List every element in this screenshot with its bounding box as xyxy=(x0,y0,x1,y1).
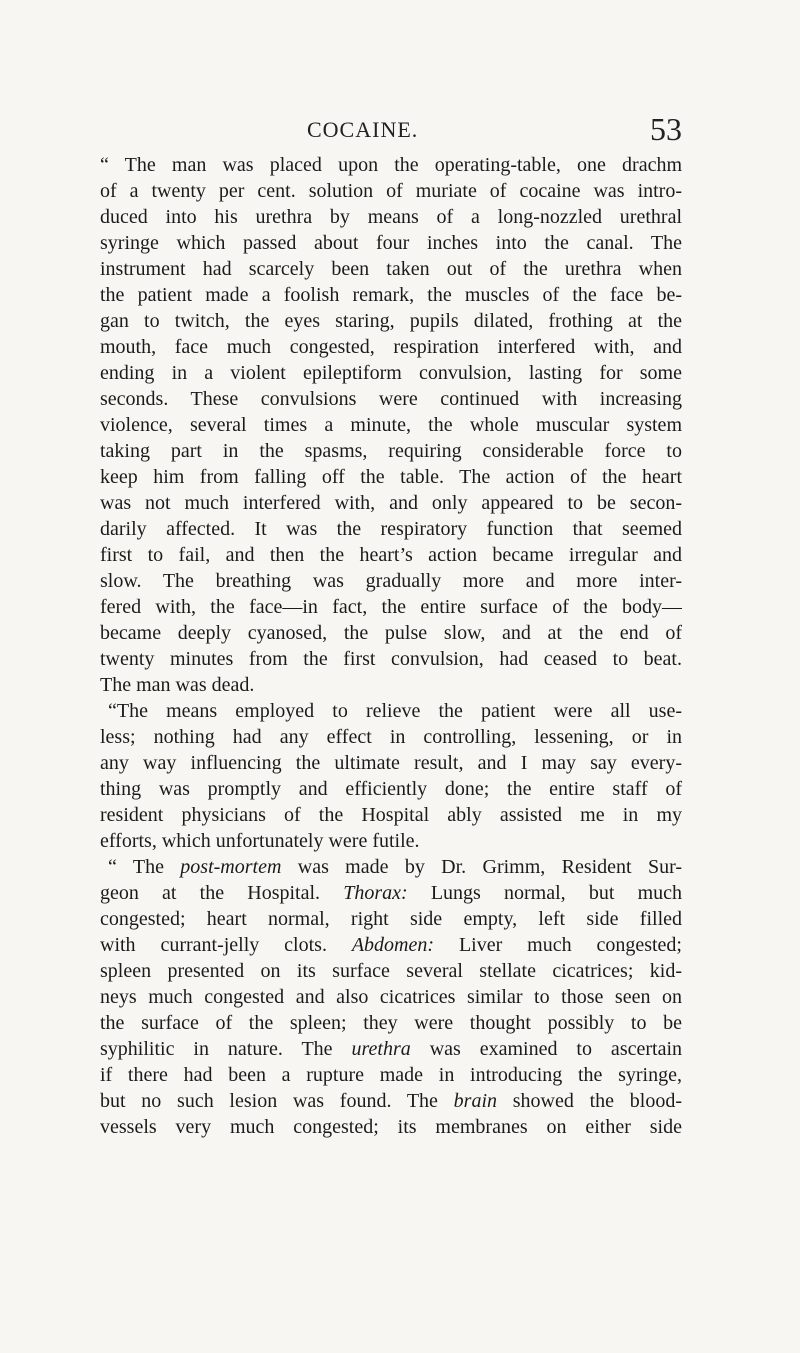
text-line: the patient made a foolish remark, the muscles of the face be- xyxy=(100,284,682,306)
text-run: was examined to ascertain xyxy=(410,1038,682,1060)
text-run: Liver much congested; xyxy=(434,934,682,956)
text-line: vessels very much congested; its membranes on either side xyxy=(100,1116,682,1138)
text-line: any way influencing the ultimate result, and I may say every- xyxy=(100,752,682,774)
running-head xyxy=(100,111,682,153)
running-title: COCAINE. xyxy=(307,117,419,142)
text-line: taking part in the spasms, requiring considerable force to xyxy=(100,440,682,462)
text-line-with-italic xyxy=(100,932,682,958)
text-line: less; nothing had any effect in controlling, lessening, or in xyxy=(100,726,682,748)
text-line: was not much interfered with, and only appeared to be secon- xyxy=(100,492,682,514)
text-line: gan to twitch, the eyes staring, pupils dilated, frothing at the xyxy=(100,310,682,332)
text-run: showed the blood- xyxy=(497,1090,682,1112)
text-line: congested; heart normal, right side empty, left side filled xyxy=(100,908,682,930)
italic-run: Thorax: xyxy=(343,882,408,904)
text-line: ending in a violent epileptiform convulsion, lasting for some xyxy=(100,362,682,384)
text-run: Lungs normal, but much xyxy=(407,882,682,904)
text-run: “ The xyxy=(108,856,181,878)
text-line-with-italic xyxy=(100,854,682,880)
text-line: instrument had scarcely been taken out of the urethra when xyxy=(100,258,682,280)
text-line: duced into his urethra by means of a long-nozzled urethral xyxy=(100,206,682,228)
text-line: “The means employed to relieve the patient were all use- xyxy=(108,700,682,722)
text-line: became deeply cyanosed, the pulse slow, and at the end of xyxy=(100,622,682,644)
text-line: darily affected. It was the respiratory function that seemed xyxy=(100,518,682,540)
text-line: resident physicians of the Hospital ably assisted me in my xyxy=(100,804,682,826)
paragraph-end-line: efforts, which unfortunately were futile. xyxy=(100,830,420,852)
text-line: seconds. These convulsions were continued with increasing xyxy=(100,388,682,410)
text-line: thing was promptly and efficiently done; the entire staff of xyxy=(100,778,682,800)
paragraph-end-line: The man was dead. xyxy=(100,674,255,696)
text-line: neys much congested and also cicatrices similar to those seen on xyxy=(100,986,682,1008)
text-line: if there had been a rupture made in introducing the syringe, xyxy=(100,1064,682,1086)
italic-run: post-mortem xyxy=(180,856,282,878)
text-line: keep him from falling off the table. The action of the heart xyxy=(100,466,682,488)
text-line: the surface of the spleen; they were thought possibly to be xyxy=(100,1012,682,1034)
text-line: violence, several times a minute, the whole muscular system xyxy=(100,414,682,436)
text-run: syphilitic in nature. The xyxy=(100,1038,352,1060)
italic-run: Abdomen: xyxy=(351,934,435,956)
text-line-with-italic xyxy=(100,1036,682,1062)
text-run: with currant-jelly clots. xyxy=(100,934,352,956)
text-line: fered with, the face—in fact, the entire surface of the body— xyxy=(100,596,682,618)
text-line: slow. The breathing was gradually more and more inter- xyxy=(100,570,682,592)
text-line: spleen presented on its surface several stellate cicatrices; kid- xyxy=(100,960,682,982)
body-text xyxy=(100,152,682,1140)
text-line: mouth, face much congested, respiration interfered with, and xyxy=(100,336,682,358)
text-run: but no such lesion was found. The xyxy=(100,1090,454,1112)
text-line-with-italic xyxy=(100,1088,682,1114)
italic-run: brain xyxy=(453,1090,498,1112)
text-run: was made by Dr. Grimm, Resident Sur- xyxy=(281,856,682,878)
italic-run: urethra xyxy=(351,1038,411,1060)
text-line: “ The man was placed upon the operating-table, one drachm xyxy=(100,154,682,176)
text-line: syringe which passed about four inches into the canal. The xyxy=(100,232,682,254)
text-run: geon at the Hospital. xyxy=(100,882,344,904)
page-number: 53 xyxy=(650,111,682,147)
text-line-with-italic xyxy=(100,880,682,906)
text-line: first to fail, and then the heart’s action became irregular and xyxy=(100,544,682,566)
text-line: twenty minutes from the first convulsion, had ceased to beat. xyxy=(100,648,682,670)
text-line: of a twenty per cent. solution of muriate of cocaine was intro- xyxy=(100,180,682,202)
